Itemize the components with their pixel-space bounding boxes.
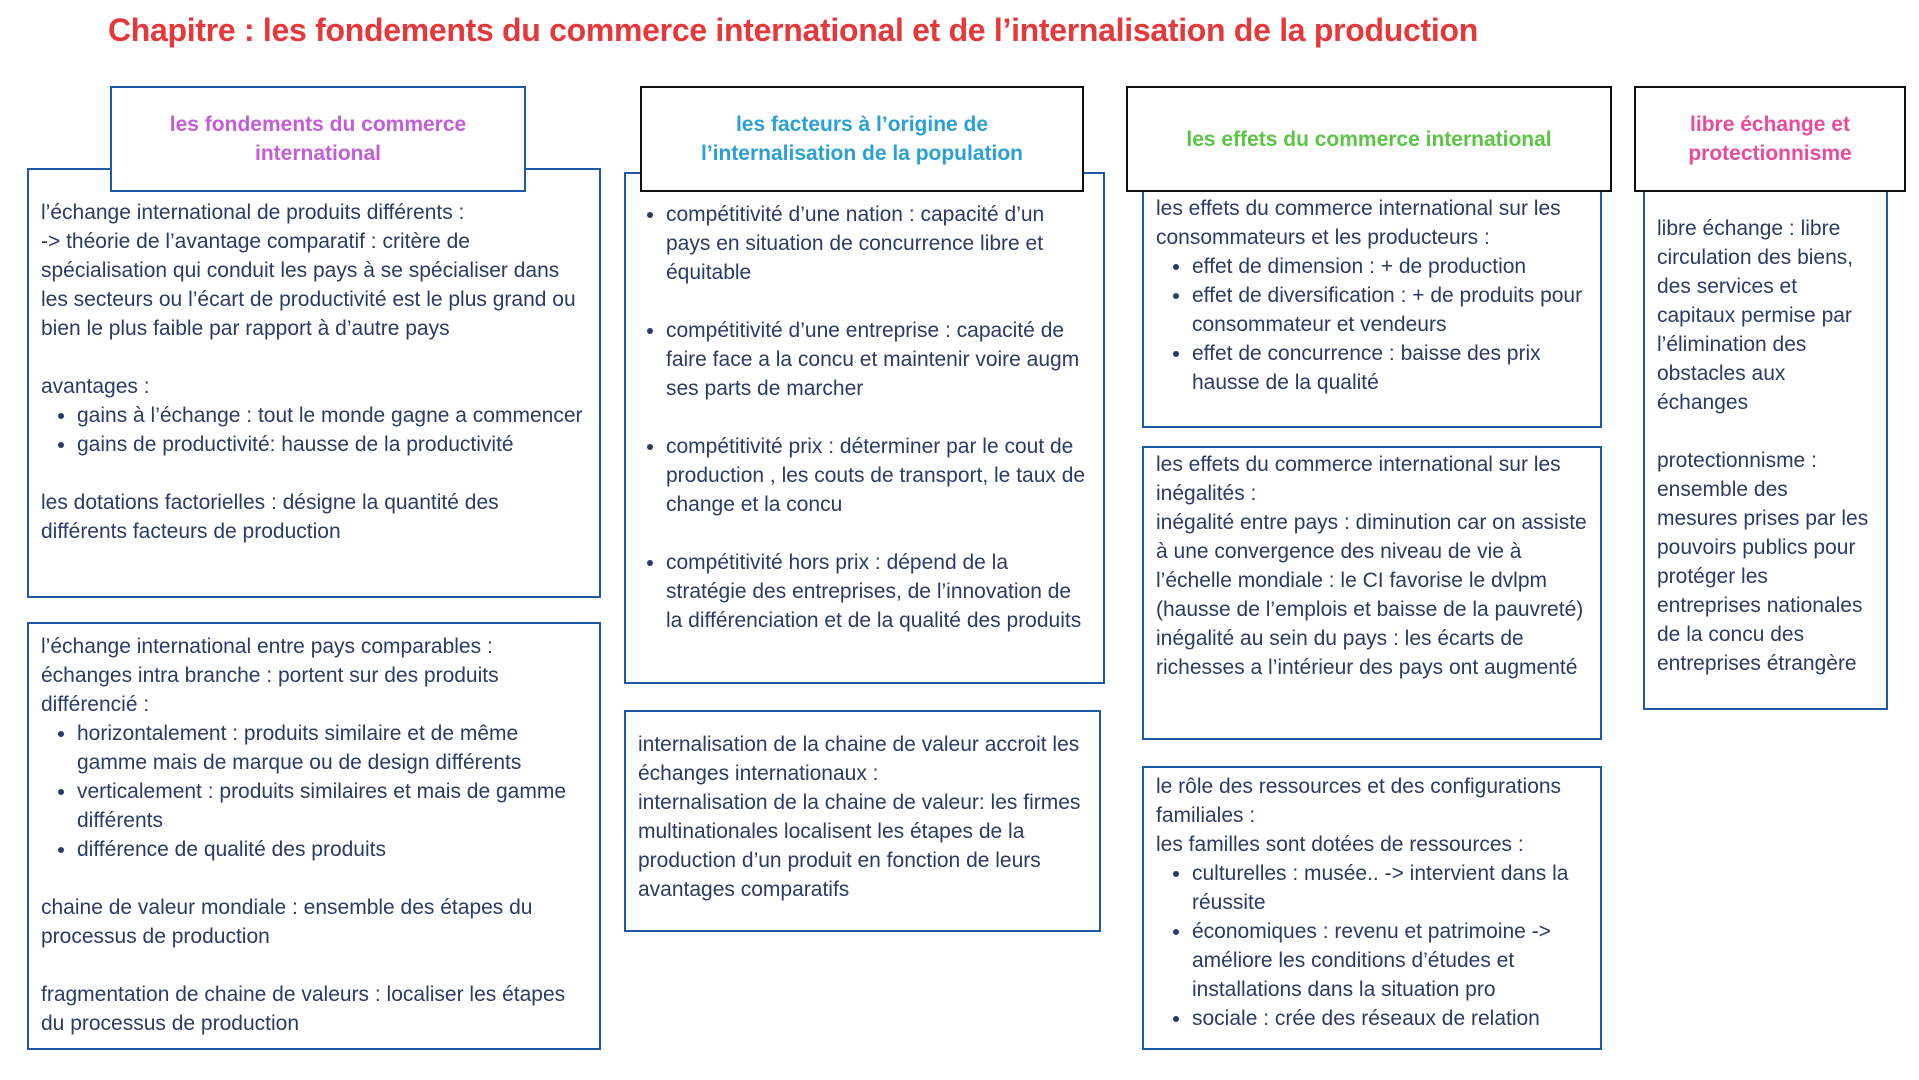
col2-box1-bullet-2: • compétitivité d’une entreprise : capacité de faire face a la concu et maintenir voire augm ses parts de marcher bbox=[666, 316, 1091, 403]
col4-box1-p2: protectionnisme : ensemble des mesures prises par les pouvoirs publics pour protéger les entreprises nationales de la concu des entreprises étrangère bbox=[1657, 449, 1869, 675]
col2-box1-spacer-1 bbox=[666, 287, 1091, 316]
col2-box1-bullet-4: • compétitivité hors prix : dépend de la stratégie des entreprises, de l’innovation de la différenciation et de la qualité des produits bbox=[666, 548, 1091, 635]
col2-box1-spacer-3 bbox=[666, 519, 1091, 548]
col3-box1-bullet-3: • effet de concurrence : baisse des prix hausse de la qualité bbox=[1192, 339, 1588, 397]
col3-header bbox=[1126, 86, 1612, 192]
col1-box2-bullet-1: • horizontalement : produits similaire et de même gamme mais de marque ou de design différents bbox=[77, 719, 587, 777]
col3-box1-bullet-2: • effet de diversification : + de produits pour consommateur et vendeurs bbox=[1192, 281, 1588, 339]
col2-header bbox=[640, 86, 1084, 192]
col1-box1-bullet-1: • gains à l’échange : tout le monde gagne a commencer bbox=[77, 401, 587, 430]
col4-box1-p1: libre échange : libre circulation des biens, des services et capitaux permise par l’élimination des obstacles aux échanges bbox=[1657, 217, 1854, 414]
col3-box1-list bbox=[1156, 252, 1588, 397]
col1-box1-bullet-2: • gains de productivité: hausse de la productivité bbox=[77, 430, 587, 459]
col2-box1-list bbox=[638, 200, 1091, 635]
col4-box1 bbox=[1643, 188, 1888, 710]
col3-box3-bullet-1: • culturelles : musée.. -> intervient dans la réussite bbox=[1192, 859, 1588, 917]
col2-box1-spacer-2 bbox=[666, 403, 1091, 432]
col1-box1-p2: -> théorie de l’avantage comparatif : critère de spécialisation qui conduit les pays à se spécialiser dans les secteurs ou l’écart de productivité est le plus grand ou bien le plus faible par rapport à d’autre pays bbox=[41, 230, 576, 340]
col1-header-text: les fondements du commerce international bbox=[169, 113, 467, 165]
col1-box2-bullet-2: • verticalement : produits similaires et mais de gamme différents bbox=[77, 777, 587, 835]
col3-box3-p1: le rôle des ressources et des configurations familiales : bbox=[1156, 775, 1562, 827]
col3-box3 bbox=[1142, 766, 1602, 1050]
page-title: Chapitre : les fondements du commerce international et de l’internalisation de la production bbox=[108, 12, 1478, 48]
col2-box1 bbox=[624, 172, 1105, 684]
col4-header bbox=[1634, 86, 1906, 192]
col3-box1-p1: les effets du commerce international sur les consommateurs et les producteurs : bbox=[1156, 197, 1561, 249]
col2-box2-p1: internalisation de la chaine de valeur accroit les échanges internationaux : bbox=[638, 733, 1080, 785]
col1-box1-p4: les dotations factorielles : désigne la quantité des différents facteurs de production bbox=[41, 491, 499, 543]
col3-box2 bbox=[1142, 446, 1602, 740]
col1-box2 bbox=[27, 622, 601, 1050]
col4-header-text: libre échange et protectionnisme bbox=[1688, 113, 1852, 165]
col3-box3-list bbox=[1156, 859, 1588, 1033]
col1-box2-list bbox=[41, 719, 587, 864]
col3-box3-p2: les familles sont dotées de ressources : bbox=[1156, 833, 1524, 856]
col2-box2 bbox=[624, 710, 1101, 932]
col3-box3-bullet-2: • économiques : revenu et patrimoine -> améliore les conditions d’études et installations dans la situation pro bbox=[1192, 917, 1588, 1004]
col3-box2-p2: inégalité entre pays : diminution car on assiste à une convergence des niveau de vie à l’échelle mondiale : le CI favorise le dvlpm (hausse de l’emplois et baisse de la pauvreté) bbox=[1156, 511, 1587, 621]
col1-box2-p3: chaine de valeur mondiale : ensemble des étapes du processus de production bbox=[41, 896, 533, 948]
col2-header-text: les facteurs à l’origine de l’internalisation de la population bbox=[700, 113, 1024, 165]
col3-box3-bullet-3: • sociale : crée des réseaux de relation bbox=[1192, 1004, 1588, 1033]
col1-box2-p4: fragmentation de chaine de valeurs : localiser les étapes du processus de production bbox=[41, 983, 566, 1035]
col1-box2-p1: l’échange international entre pays comparables : bbox=[41, 635, 493, 658]
col1-box1 bbox=[27, 168, 601, 598]
col1-box2-p2: échanges intra branche : portent sur des produits différencié : bbox=[41, 664, 499, 716]
col3-box2-p3: inégalité au sein du pays : les écarts de richesses a l’intérieur des pays ont augmenté bbox=[1156, 627, 1578, 679]
col2-box1-bullet-3: • compétitivité prix : déterminer par le cout de production , les couts de transport, le taux de change et la concu bbox=[666, 432, 1091, 519]
col3-box1-bullet-1: • effet de dimension : + de production bbox=[1192, 252, 1588, 281]
col2-box1-bullet-1: • compétitivité d’une nation : capacité d’un pays en situation de concurrence libre et équitable bbox=[666, 200, 1091, 287]
col1-box2-bullet-3: • différence de qualité des produits bbox=[77, 835, 587, 864]
col3-box1 bbox=[1142, 188, 1602, 428]
col1-box1-p1: l’échange international de produits différents : bbox=[41, 201, 465, 224]
col1-box1-p3: avantages : bbox=[41, 375, 150, 398]
col1-box1-list bbox=[41, 401, 587, 459]
col2-box2-p2: internalisation de la chaine de valeur: les firmes multinationales localisent les étapes de la production d’un produit en fonction de leurs avantages comparatifs bbox=[638, 791, 1081, 901]
col3-header-text: les effets du commerce international bbox=[1186, 127, 1552, 151]
col3-box2-p1: les effets du commerce international sur les inégalités : bbox=[1156, 453, 1561, 505]
col1-header bbox=[110, 86, 526, 192]
